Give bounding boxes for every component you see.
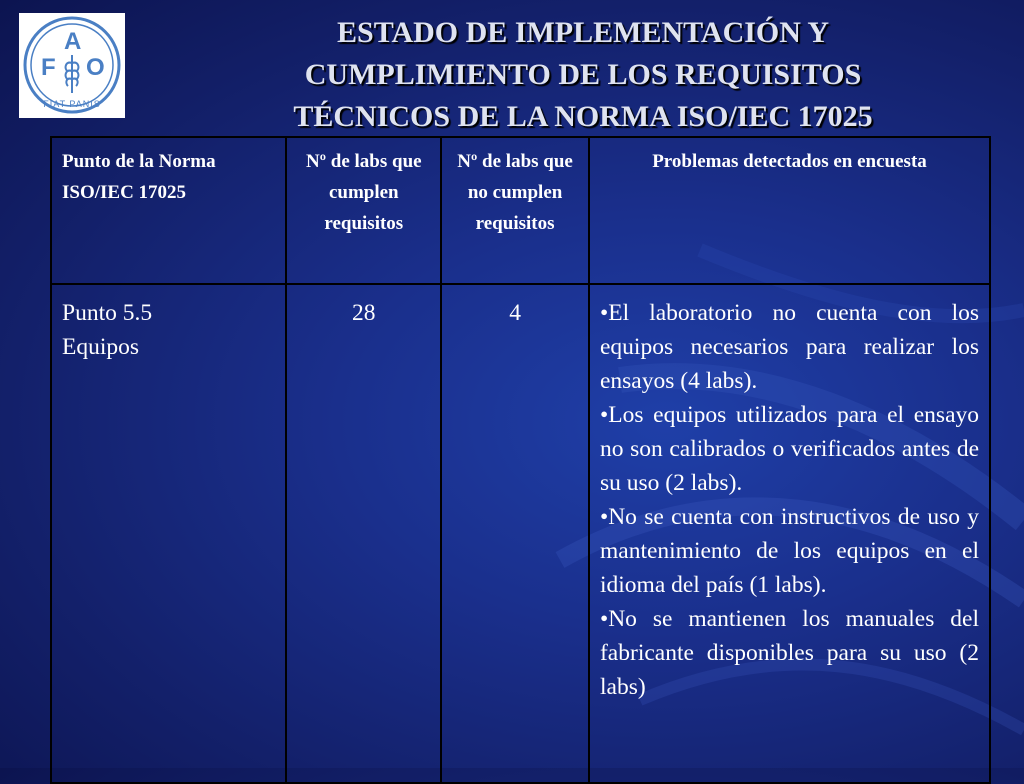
norm-point-number: Punto 5.5 xyxy=(62,300,153,326)
title-line-2: CUMPLIMIENTO DE LOS REQUISITOS xyxy=(304,58,862,91)
cell-labs-not-comply: 4 xyxy=(441,284,589,783)
header-labs-comply: Nº de labs que cumplen requisitos xyxy=(286,137,441,284)
fao-emblem-icon xyxy=(19,13,125,118)
table-header-row xyxy=(51,137,990,284)
logo-letter-a: A xyxy=(64,28,82,55)
logo-letter-o: O xyxy=(86,54,105,81)
problem-item: •No se mantienen los manuales del fabricante disponibles para su uso (2 labs) xyxy=(599,606,979,700)
logo-letter-f: F xyxy=(41,54,56,81)
title-line-1: ESTADO DE IMPLEMENTACIÓN Y xyxy=(337,16,829,49)
header-problems: Problemas detectados en encuesta xyxy=(589,137,990,284)
logo-motto: FIAT PANIS xyxy=(43,99,101,109)
cell-norm-point xyxy=(51,284,286,783)
problem-item: •El laboratorio no cuenta con los equipos necesarios para realizar los ensayos (4 labs). xyxy=(599,300,979,394)
header-norm-point: Punto de la Norma ISO/IEC 17025 xyxy=(51,137,286,284)
fao-logo xyxy=(19,13,125,118)
requirements-table xyxy=(50,136,991,784)
table-row xyxy=(51,284,990,783)
header-labs-not-comply: Nº de labs que no cumplen requisitos xyxy=(441,137,589,284)
cell-labs-comply: 28 xyxy=(286,284,441,783)
problem-item: •Los equipos utilizados para el ensayo no son calibrados o verificados antes de su uso (2 labs). xyxy=(599,402,979,496)
title-line-3: TÉCNICOS DE LA NORMA ISO/IEC 17025 xyxy=(293,100,873,133)
cell-problems xyxy=(589,284,990,783)
problem-item: •No se cuenta con instructivos de uso y mantenimiento de los equipos en el idioma del país (1 labs). xyxy=(599,504,979,598)
norm-point-name: Equipos xyxy=(62,334,140,360)
slide-title xyxy=(150,12,1016,138)
